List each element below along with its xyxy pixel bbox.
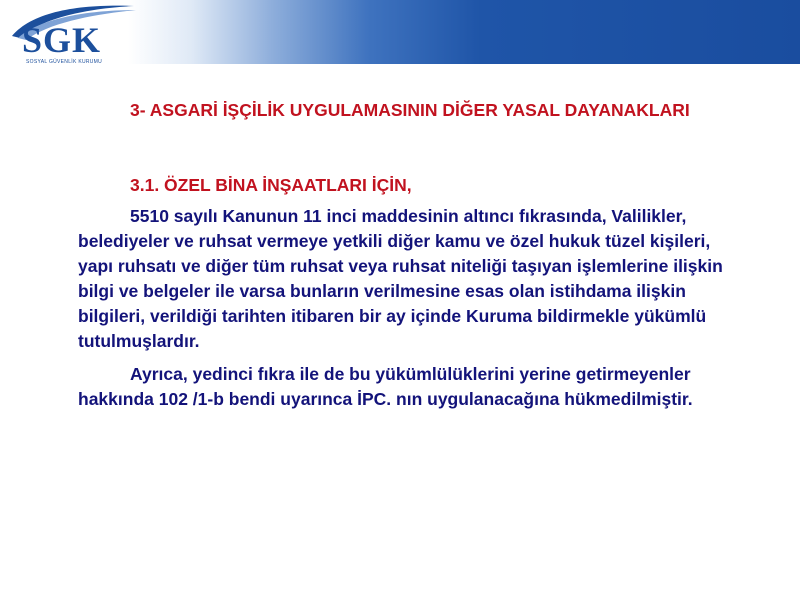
- slide-content: [78, 98, 748, 412]
- paragraph-2: Ayrıca, yedinci fıkra ile de bu yükümlülüklerini yerine getirmeyenler hakkında 102 /1-b bendi uyarınca İPC. nın uygulanacağına hükmedilmiştir.: [78, 364, 693, 409]
- slide-heading: 3- ASGARİ İŞÇİLİK UYGULAMASININ DİĞER YASAL DAYANAKLARI: [130, 100, 690, 120]
- slide-subheading: 3.1. ÖZEL BİNA İNŞAATLARI İÇİN,: [130, 175, 412, 195]
- logo-subtitle: SOSYAL GÜVENLİK KURUMU: [26, 59, 103, 65]
- paragraph-1: 5510 sayılı Kanunun 11 inci maddesinin altıncı fıkrasında, Valilikler, belediyeler ve ruhsat vermeye yetkili diğer kamu ve özel hukuk tüzel kişileri, yapı ruhsatı ve diğer tüm ruhsat veya ruhsat niteliği taşıyan işlemlerine ilişkin bilgi ve belgeler ile varsa bunların verilmesine esas olan istihdama ilişkin bilgileri, verildiği tarihten itibaren bir ay içinde Kuruma bildirmekle yükümlü tutulmuşlardır.: [78, 206, 723, 351]
- logo-text: SGK: [22, 20, 102, 60]
- sgk-logo: [4, 2, 144, 66]
